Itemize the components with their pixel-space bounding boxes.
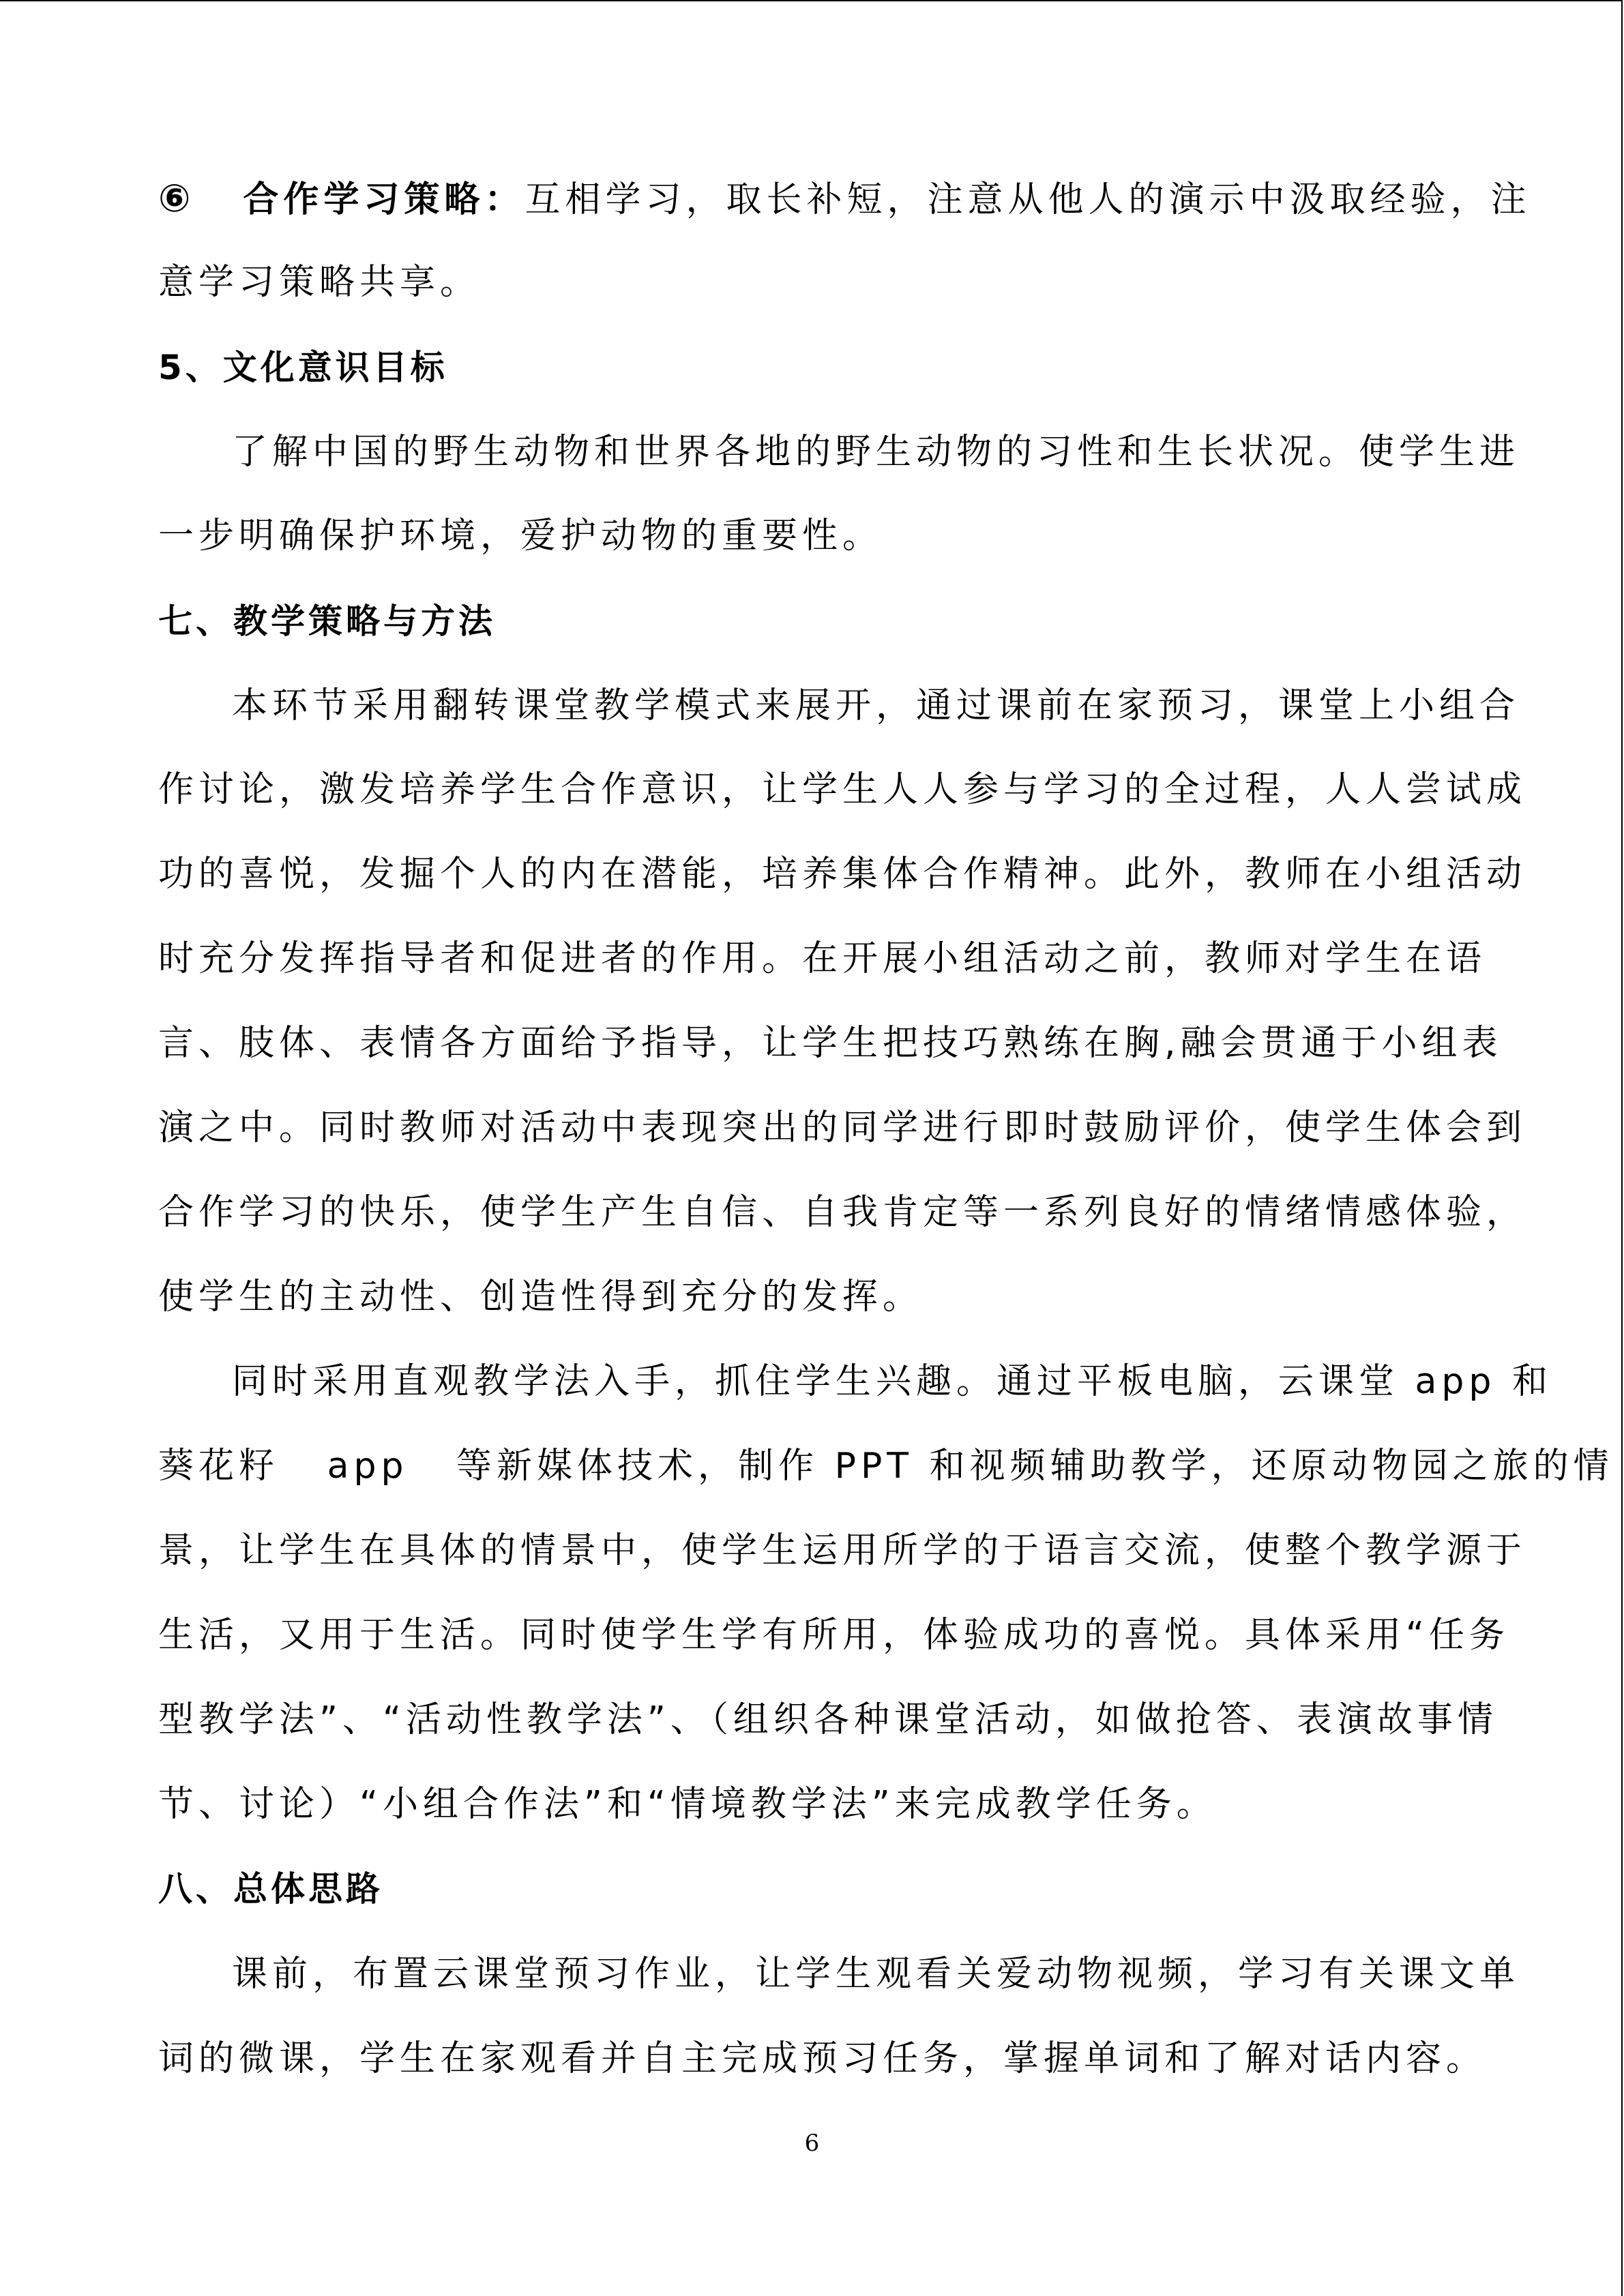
section-7-p2-line-3: 景，让学生在具体的情景中，使学生运用所学的于语言交流，使整个教学源于 bbox=[158, 1530, 1527, 1571]
section-7-p1-line-1: 本环节采用翻转课堂教学模式来展开，通过课前在家预习，课堂上小组合 bbox=[232, 685, 1520, 726]
circled-number-6: ⑥ bbox=[158, 177, 196, 221]
section-7-heading: 七、教学策略与方法 bbox=[158, 601, 496, 641]
section-7-p2-line-1: 同时采用直观教学法入手，抓住学生兴趣。通过平板电脑，云课堂 app 和 bbox=[232, 1361, 1552, 1402]
strategy-6-line-2: 意学习策略共享。 bbox=[158, 262, 481, 303]
section-7-p2-line-4: 生活，又用于生活。同时使学生学有所用，体验成功的喜悦。具体采用“任务 bbox=[158, 1615, 1509, 1656]
section-7-p1-line-3: 功的喜悦，发掘个人的内在潜能，培养集体合作精神。此外，教师在小组活动 bbox=[158, 854, 1527, 895]
section-7-p2-line-6: 节、讨论）“小组合作法”和“情境教学法”来完成教学任务。 bbox=[158, 1784, 1217, 1825]
section-5-line-2: 一步明确保护环境，爱护动物的重要性。 bbox=[158, 516, 883, 556]
strategy-6-text-1: 互相学习，取长补短，注意从他人的演示中汲取经验，注 bbox=[525, 179, 1531, 220]
section-5-line-1: 了解中国的野生动物和世界各地的野生动物的习性和生长状况。使学生进 bbox=[232, 432, 1520, 473]
section-7-p1-line-5: 言、肢体、表情各方面给予指导，让学生把技巧熟练在胸,融会贯通于小组表 bbox=[158, 1023, 1503, 1064]
section-7-p1-line-7: 合作学习的快乐，使学生产生自信、自我肯定等一系列良好的情绪情感体验， bbox=[158, 1192, 1527, 1233]
section-5-heading: 5、文化意识目标 bbox=[158, 348, 448, 387]
strategy-6-line-1 bbox=[158, 179, 1531, 220]
section-7-p1-line-4: 时充分发挥指导者和促进者的作用。在开展小组活动之前，教师对学生在语 bbox=[158, 938, 1487, 979]
section-8-line-1: 课前，布置云课堂预习作业，让学生观看关爱动物视频，学习有关课文单 bbox=[232, 1954, 1520, 1995]
section-7-p1-line-2: 作讨论，激发培养学生合作意识，让学生人人参与学习的全过程，人人尝试成 bbox=[158, 769, 1527, 810]
section-8-line-2: 词的微课，学生在家观看并自主完成预习任务，掌握单词和了解对话内容。 bbox=[158, 2038, 1487, 2079]
section-7-p1-line-6: 演之中。同时教师对活动中表现突出的同学进行即时鼓励评价，使学生体会到 bbox=[158, 1107, 1527, 1148]
section-7-p2-line-2: 葵花籽 app 等新媒体技术，制作 PPT 和视频辅助教学，还原动物园之旅的情 bbox=[158, 1446, 1614, 1487]
section-8-heading: 八、总体思路 bbox=[158, 1869, 383, 1909]
section-7-p1-line-8: 使学生的主动性、创造性得到充分的发挥。 bbox=[158, 1277, 924, 1317]
strategy-6-title: 合作学习策略： bbox=[243, 179, 525, 220]
page-number: 6 bbox=[804, 2130, 820, 2157]
section-7-p2-line-5: 型教学法”、“活动性教学法”、（组织各种课堂活动，如做抢答、表演故事情 bbox=[158, 1699, 1498, 1740]
